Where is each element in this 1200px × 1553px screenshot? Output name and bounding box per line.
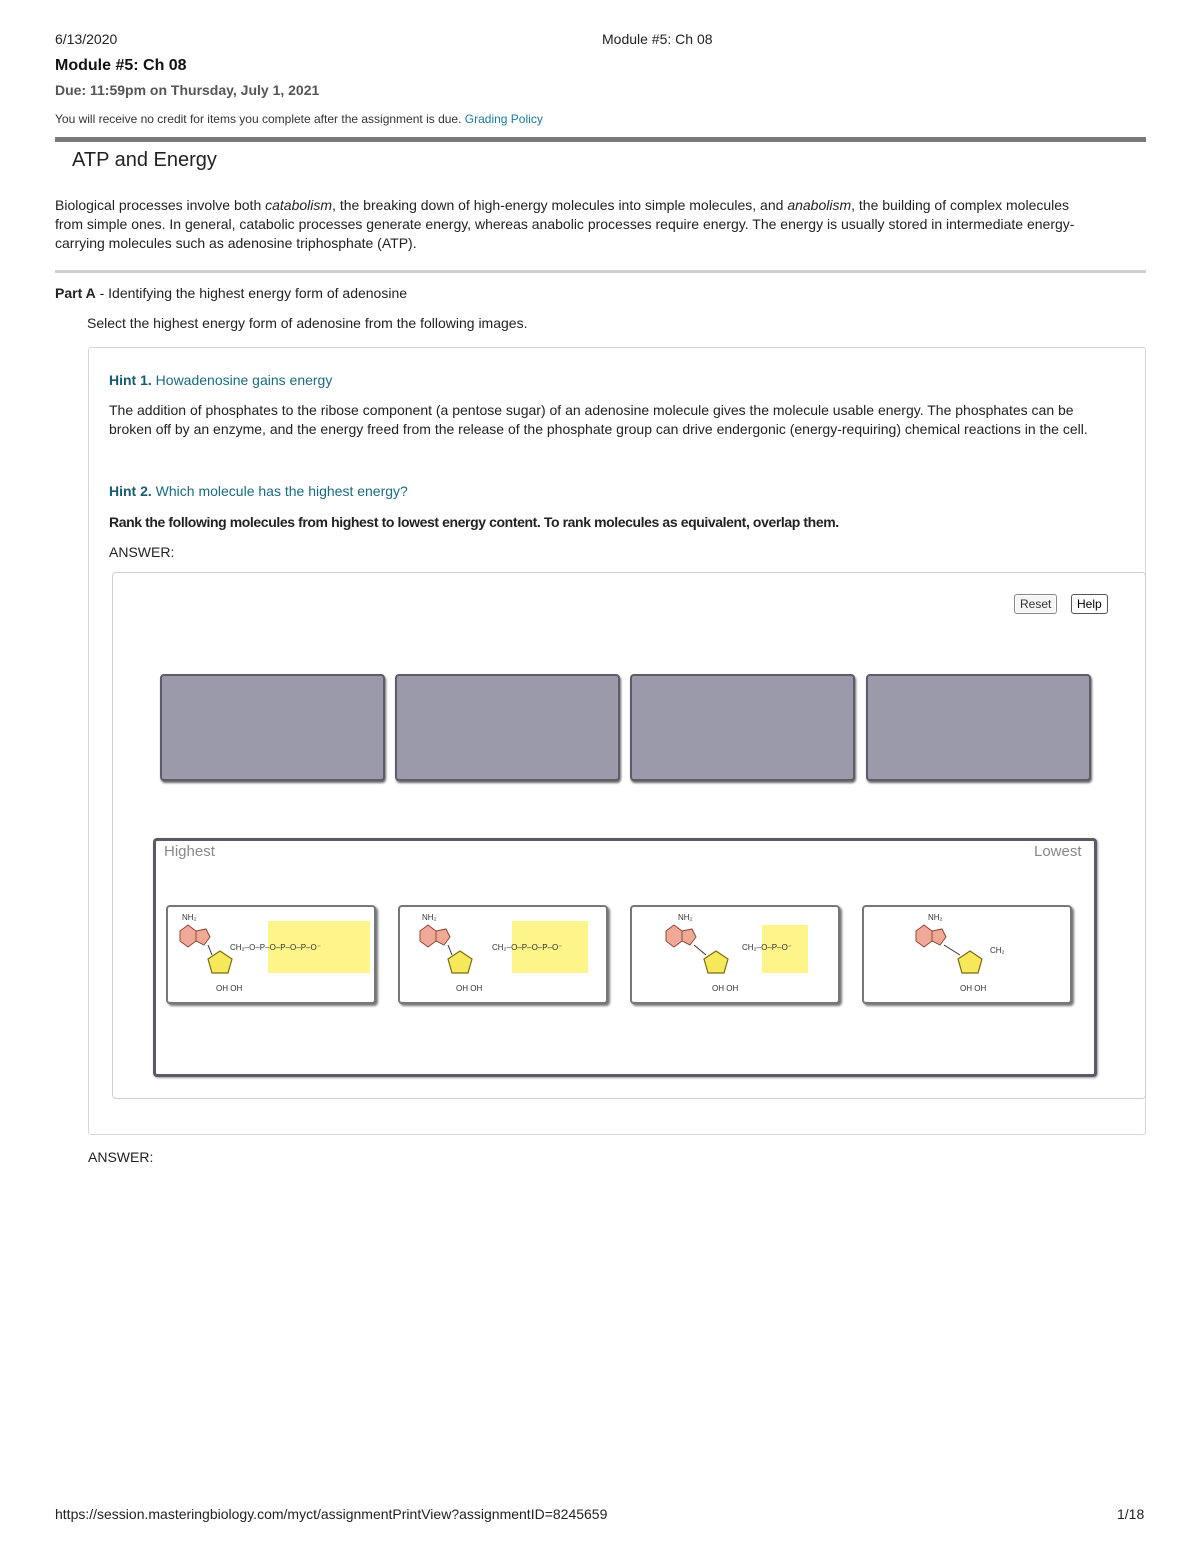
adenine-ring [916,925,932,947]
phosphate-chain-label: CH₂–O–P–O–P–O–P–O⁻ [230,943,321,952]
part-a-label: Part A [55,285,96,301]
hint-1-text: Howadenosine gains energy [151,372,333,388]
atp-structure [168,907,374,1002]
section-title: ATP and Energy [72,149,217,171]
print-date: 6/13/2020 [55,31,118,47]
phosphate-chain-label: CH₂ [990,946,1005,955]
hint-1-title[interactable] [109,372,332,388]
hint-2-title[interactable] [109,483,408,499]
intro-term-catabolism: catabolism [265,197,333,213]
intro-text-1: Biological processes involve both [55,197,266,213]
adenine-ring [420,925,436,947]
adenine-ring-2 [682,929,696,945]
late-notice-text: You will receive no credit for items you complete after the assignment is due. [55,112,462,126]
part-a-heading [55,284,407,303]
ribose-hydroxyl-label: OH OH [216,984,243,993]
hint-1-body: The addition of phosphates to the ribose component (a pentose sugar) of an adenosine molecule gives the molecule usable energy. The phosphates can be broken off by an enzyme, and the energy freed from the release of the phosphate group can drive endergonic (energy-requiring) chemical reactions in the cell. [109,402,1088,437]
lowest-label: Lowest [1034,843,1082,860]
amine-label: NH₂ [182,913,197,922]
part-a-answer-label: ANSWER: [88,1149,154,1165]
adenosine-structure [864,907,1070,1002]
grading-policy-link[interactable]: Grading Policy [464,112,543,126]
drop-target-2[interactable] [395,674,620,781]
ribose-hydroxyl-label: OH OH [712,984,739,993]
assignment-title: Module #5: Ch 08 [55,57,187,74]
print-title: Module #5: Ch 08 [602,31,713,47]
ribose-hydroxyl-label: OH OH [456,984,483,993]
highest-label: Highest [164,843,215,860]
reset-button[interactable]: Reset [1014,594,1057,614]
drop-target-3[interactable] [630,674,855,781]
ribose-hydroxyl-label: OH OH [960,984,987,993]
adenine-ring-2 [196,929,210,945]
help-button[interactable]: Help [1071,594,1108,614]
due-date: Due: 11:59pm on Thursday, July 1, 2021 [55,82,320,98]
hint-2-answer-label: ANSWER: [109,544,175,560]
intro-text-2: , the breaking down of high-energy molecules into simple molecules, and [332,197,788,213]
adenine-ring [666,925,682,947]
section-intro [55,196,1100,253]
ribose-ring [958,951,982,973]
molecule-tile-atp[interactable] [166,905,376,1004]
adp-structure [400,907,606,1002]
hint-2-text: Which molecule has the highest energy? [151,483,408,499]
amine-label: NH₂ [928,913,943,922]
hint-1-label: Hint 1. [109,372,152,388]
page-number: 1/18 [1117,1506,1145,1522]
intro-text-3: , the building of complex molecules from simple ones. In general, catabolic processes generate energy, whereas anabolic processes require energy. The energy is usually stored in intermediate energy-carrying molecules such as adenosine triphosphate (ATP). [55,197,1075,251]
molecule-tile-adp[interactable] [398,905,608,1004]
adenine-ring-2 [932,929,946,945]
phosphate-chain-label: CH₂–O–P–O–P–O⁻ [492,943,563,952]
part-a-title: - Identifying the highest energy form of adenosine [95,285,408,301]
drop-target-1[interactable] [160,674,385,781]
molecule-tile-adenosine[interactable] [862,905,1072,1004]
late-notice [55,112,543,126]
amine-label: NH₂ [422,913,437,922]
part-a-prompt: Select the highest energy form of adenosine from the following images. [87,315,528,331]
ribose-ring [704,951,728,973]
hint-2-label: Hint 2. [109,483,152,499]
amine-label: NH₂ [678,913,693,922]
hint-2-instruction: Rank the following molecules from highest to lowest energy content. To rank molecules as equivalent, overlap them. [109,514,839,530]
section-divider [55,270,1146,273]
header-divider [55,137,1146,142]
intro-term-anabolism: anabolism [787,197,852,213]
amp-structure [632,907,838,1002]
print-url: https://session.masteringbiology.com/myct/assignmentPrintView?assignmentID=8245659 [55,1506,608,1522]
molecule-tile-amp[interactable] [630,905,840,1004]
adenine-ring-2 [436,929,450,945]
phosphate-chain-label: CH₂–O–P–O⁻ [742,943,793,952]
drop-target-4[interactable] [866,674,1091,781]
adenine-ring [180,925,196,947]
